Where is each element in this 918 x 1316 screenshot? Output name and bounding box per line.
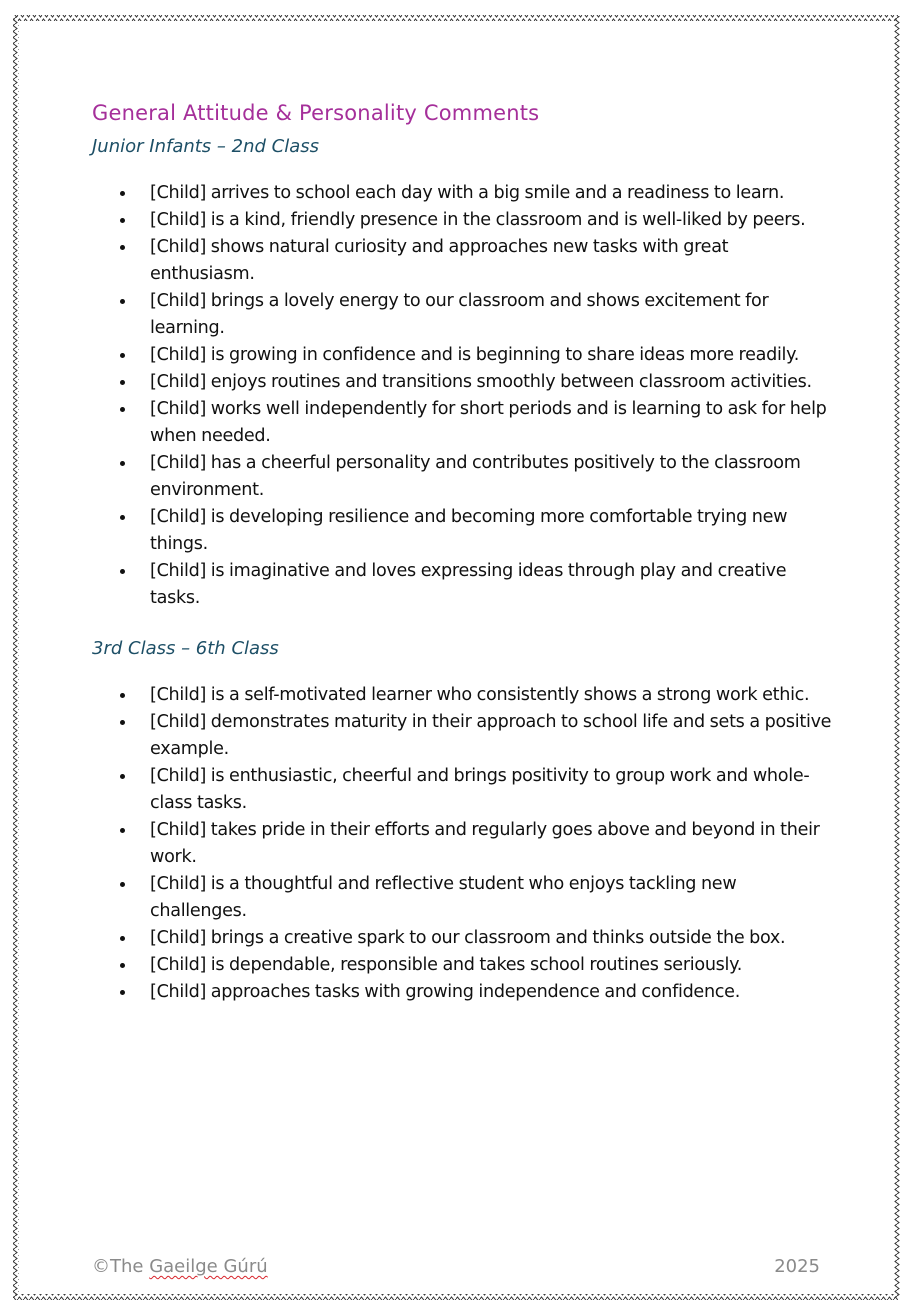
list-item-text: [Child] is imaginative and loves expressing ideas through play and creative tasks.	[150, 561, 787, 608]
document-body	[92, 98, 832, 1006]
list-item	[92, 234, 832, 288]
bullet-icon	[120, 218, 125, 223]
list-item-text: [Child] arrives to school each day with a big smile and a readiness to learn.	[150, 183, 785, 203]
bullet-icon	[120, 353, 125, 358]
bullet-icon	[120, 828, 125, 833]
page-footer	[92, 1254, 820, 1280]
comment-list-junior	[92, 180, 832, 612]
list-item	[92, 180, 832, 207]
bullet-icon	[120, 245, 125, 250]
list-item-text: [Child] has a cheerful personality and contributes positively to the classroom environment.	[150, 453, 801, 500]
bullet-icon	[120, 693, 125, 698]
list-item-text: [Child] shows natural curiosity and approaches new tasks with great enthusiasm.	[150, 237, 729, 284]
section-heading-junior: Junior Infants – 2nd Class	[92, 136, 319, 157]
section-heading-senior: 3rd Class – 6th Class	[92, 638, 279, 659]
list-item	[92, 709, 832, 763]
bullet-icon	[120, 515, 125, 520]
bullet-icon	[120, 380, 125, 385]
document-title: General Attitude & Personality Comments	[92, 101, 540, 125]
bullet-icon	[120, 569, 125, 574]
list-item	[92, 925, 832, 952]
bullet-icon	[120, 963, 125, 968]
list-item-text: [Child] approaches tasks with growing independence and confidence.	[150, 982, 740, 1002]
bullet-icon	[120, 720, 125, 725]
list-item	[92, 682, 832, 709]
list-item-text: [Child] demonstrates maturity in their approach to school life and sets a positive example.	[150, 712, 832, 759]
copyright-notice	[92, 1254, 268, 1280]
list-item	[92, 979, 832, 1006]
list-item-text: [Child] is dependable, responsible and takes school routines seriously.	[150, 955, 743, 975]
footer-year: 2025	[774, 1256, 820, 1277]
bullet-icon	[120, 191, 125, 196]
brand-name: Gaeilge Gúrú	[149, 1256, 268, 1277]
list-item	[92, 504, 832, 558]
list-item	[92, 207, 832, 234]
bullet-icon	[120, 774, 125, 779]
bullet-icon	[120, 461, 125, 466]
list-item	[92, 288, 832, 342]
list-item	[92, 817, 832, 871]
list-item	[92, 396, 832, 450]
list-item	[92, 763, 832, 817]
copyright-prefix: ©The	[92, 1256, 150, 1277]
bullet-icon	[120, 936, 125, 941]
bullet-icon	[120, 882, 125, 887]
bullet-icon	[120, 990, 125, 995]
list-item	[92, 871, 832, 925]
list-item-text: [Child] is growing in confidence and is beginning to share ideas more readily.	[150, 345, 800, 365]
bullet-icon	[120, 407, 125, 412]
list-item	[92, 450, 832, 504]
comment-list-senior	[92, 682, 832, 1006]
bullet-icon	[120, 299, 125, 304]
list-item-text: [Child] is enthusiastic, cheerful and brings positivity to group work and whole-class tasks.	[150, 766, 810, 813]
list-item-text: [Child] brings a creative spark to our classroom and thinks outside the box.	[150, 928, 786, 948]
list-item-text: [Child] is a kind, friendly presence in the classroom and is well-liked by peers.	[150, 210, 806, 230]
list-item	[92, 952, 832, 979]
list-item-text: [Child] takes pride in their efforts and regularly goes above and beyond in their work.	[150, 820, 820, 867]
list-item-text: [Child] is a self-motivated learner who consistently shows a strong work ethic.	[150, 685, 810, 705]
list-item-text: [Child] is developing resilience and becoming more comfortable trying new things.	[150, 507, 788, 554]
list-item-text: [Child] brings a lovely energy to our classroom and shows excitement for learning.	[150, 291, 769, 338]
list-item-text: [Child] enjoys routines and transitions smoothly between classroom activities.	[150, 372, 812, 392]
list-item	[92, 558, 832, 612]
list-item	[92, 342, 832, 369]
list-item-text: [Child] works well independently for short periods and is learning to ask for help when needed.	[150, 399, 827, 446]
list-item	[92, 369, 832, 396]
list-item-text: [Child] is a thoughtful and reflective student who enjoys tackling new challenges.	[150, 874, 737, 921]
